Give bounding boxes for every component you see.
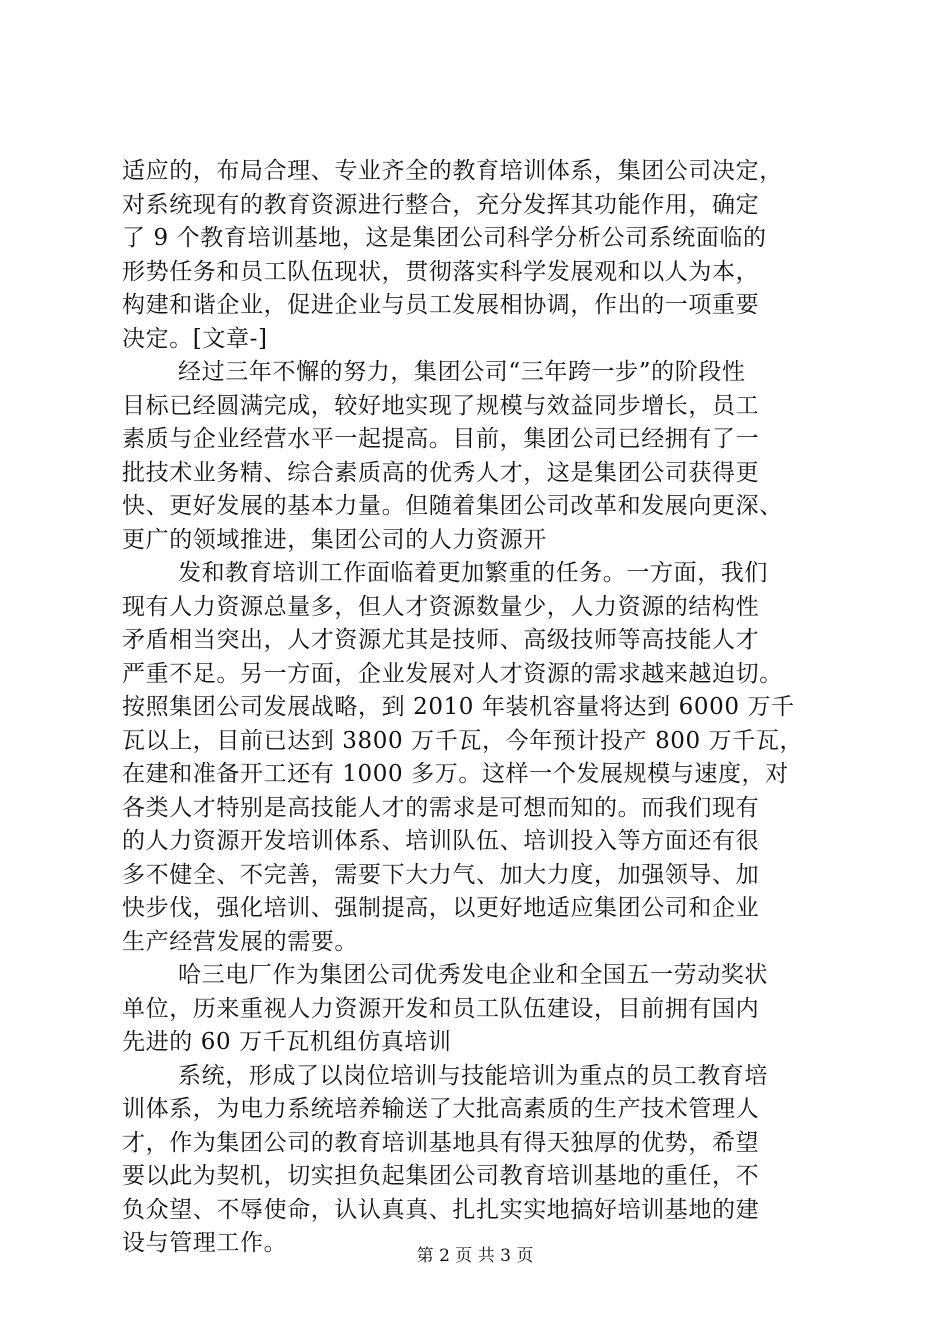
text-line: 按照集团公司发展战略，到 2010 年装机容量将达到 6000 万千	[122, 694, 795, 720]
text-line: 现有人力资源总量多，但人才资源数量少，人力资源的结构性	[122, 593, 760, 620]
text-line: 严重不足。另一方面，企业发展对人才资源的需求越来越迫切。	[122, 660, 783, 687]
text-line: 单位，历来重视人力资源开发和员工队伍建设，目前拥有国内	[122, 995, 760, 1022]
text-line: 各类人才特别是高技能人才的需求是可想而知的。而我们现有	[122, 794, 760, 821]
text-line: 快、更好发展的基本力量。但随着集团公司改革和发展向更深、	[122, 493, 783, 519]
text-line: 在建和准备开工还有 1000 多万。这样一个发展规模与速度，对	[122, 761, 789, 787]
text-line: 设与管理工作。	[122, 1230, 288, 1256]
text-line: 构建和谐企业，促进企业与员工发展相协调，作出的一项重要	[122, 292, 760, 318]
text-line: 才，作为集团公司的教育培训基地具有得天独厚的优势，希望	[122, 1129, 760, 1156]
text-line: 素质与企业经营水平一起提高。目前，集团公司已经拥有了一	[122, 426, 760, 452]
text-line: 瓦以上，目前已达到 3800 万千瓦，今年预计投产 800 万千瓦，	[122, 727, 804, 754]
text-line: 更广的领域推进，集团公司的人力资源开	[122, 526, 547, 553]
text-line: 先进的 60 万千瓦机组仿真培训	[122, 1029, 452, 1055]
text-line: 要以此为契机，切实担负起集团公司教育培训基地的重任，不	[122, 1163, 760, 1189]
text-line: 快步伐，强化培训、强制提高，以更好地适应集团公司和企业	[122, 895, 760, 921]
text-line: 经过三年不懈的努力，集团公司“三年跨一步”的阶段性	[178, 359, 746, 385]
text-line: 哈三电厂作为集团公司优秀发电企业和全国五一劳动奖状	[178, 962, 768, 988]
text-line: 矛盾相当突出，人才资源尤其是技师、高级技师等高技能人才	[122, 627, 760, 653]
text-line: 决定。[文章-]	[122, 325, 268, 352]
text-line: 了 9 个教育培训基地，这是集团公司科学分析公司系统面临的	[122, 225, 767, 251]
document-body	[122, 155, 838, 1261]
text-line: 适应的，布局合理、专业齐全的教育培训体系，集团公司决定，	[122, 158, 783, 184]
text-line: 多不健全、不完善，需要下大力气、加大力度，加强领导、加	[122, 861, 760, 888]
text-line: 训体系，为电力系统培养输送了大批高素质的生产技术管理人	[122, 1096, 760, 1122]
text-line: 的人力资源开发培训体系、培训队伍、培训投入等方面还有很	[122, 828, 760, 854]
text-line: 对系统现有的教育资源进行整合，充分发挥其功能作用，确定	[122, 191, 760, 218]
text-line: 负众望、不辱使命，认认真真、扎扎实实地搞好培训基地的建	[122, 1196, 760, 1223]
text-line: 生产经营发展的需要。	[122, 928, 358, 955]
text-line: 目标已经圆满完成，较好地实现了规模与效益同步增长，员工	[122, 392, 760, 419]
text-line: 系统，形成了以岗位培训与技能培训为重点的员工教育培	[178, 1062, 768, 1089]
text-line: 批技术业务精、综合素质高的优秀人才，这是集团公司获得更	[122, 459, 760, 486]
text-line: 形势任务和员工队伍现状，贯彻落实科学发展观和以人为本，	[122, 258, 760, 285]
page-footer: 第 2 页 共 3 页	[416, 1246, 534, 1266]
text-line: 发和教育培训工作面临着更加繁重的任务。一方面，我们	[178, 560, 768, 586]
